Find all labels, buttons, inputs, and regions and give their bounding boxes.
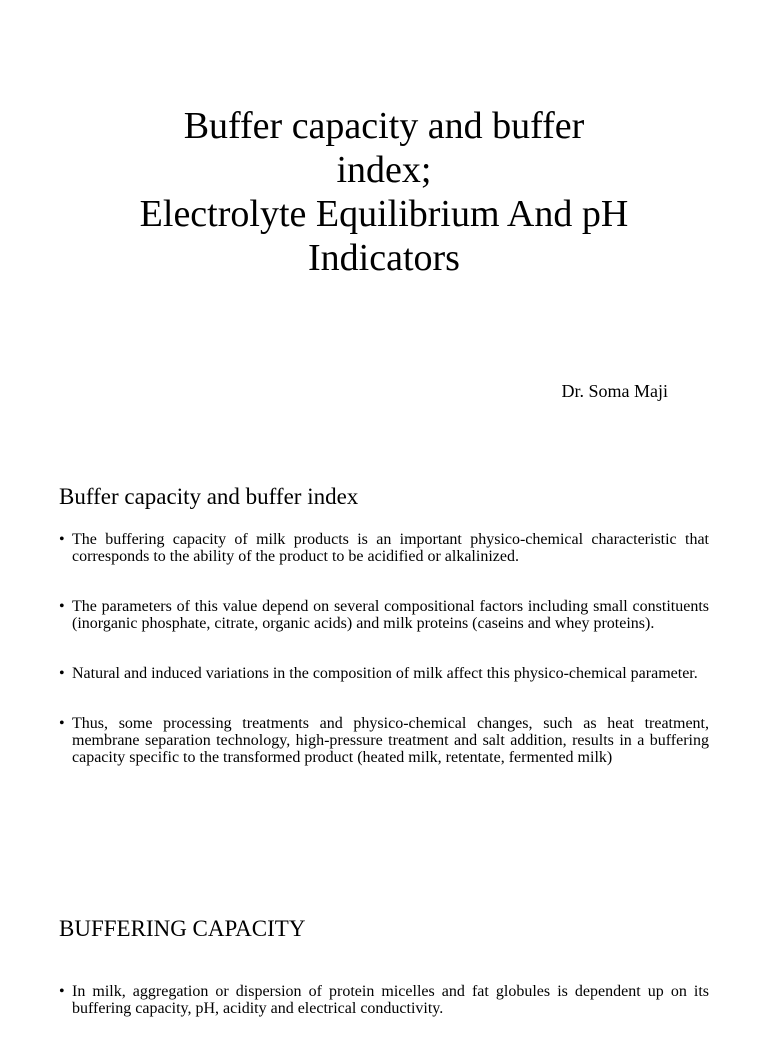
bullet-list	[59, 531, 709, 799]
slide-title	[60, 104, 708, 280]
author-name: Dr. Soma Maji	[561, 381, 668, 401]
title-slide	[0, 0, 768, 452]
bullet-item: • The buffering capacity of milk products is an important physico-chemical characteristic that corresponds to the ability of the product to be acidified or alkalinized.	[59, 531, 709, 565]
slide-title-line: Indicators	[308, 237, 460, 279]
slide-title-line: Buffer capacity and buffer	[183, 105, 585, 147]
slide-title-line: index;	[336, 149, 432, 191]
slide-heading: Buffer capacity and buffer index	[59, 484, 359, 509]
content-slide-buffer-capacity	[0, 452, 768, 892]
bullet-list	[59, 983, 709, 1050]
bullet-item: • Thus, some processing treatments and physico-chemical changes, such as heat treatment, membrane separation technology, high-pressure treatment and salt addition, results in a buffering capacity specific to the transformed product (heated milk, retentate, fermented milk)	[59, 715, 709, 766]
slide-title-line: Electrolyte Equilibrium And pH	[139, 193, 629, 235]
bullet-item: • The parameters of this value depend on several compositional factors including small constituents (inorganic phosphate, citrate, organic acids) and milk proteins (caseins and whey proteins).	[59, 598, 709, 632]
bullet-item: • In milk, aggregation or dispersion of protein micelles and fat globules is dependent up on its buffering capacity, pH, acidity and electrical conductivity.	[59, 983, 709, 1017]
slide-heading: BUFFERING CAPACITY	[59, 916, 306, 941]
content-slide-buffering-capacity	[0, 892, 768, 1024]
bullet-item: • Natural and induced variations in the composition of milk affect this physico-chemical parameter.	[59, 665, 709, 682]
